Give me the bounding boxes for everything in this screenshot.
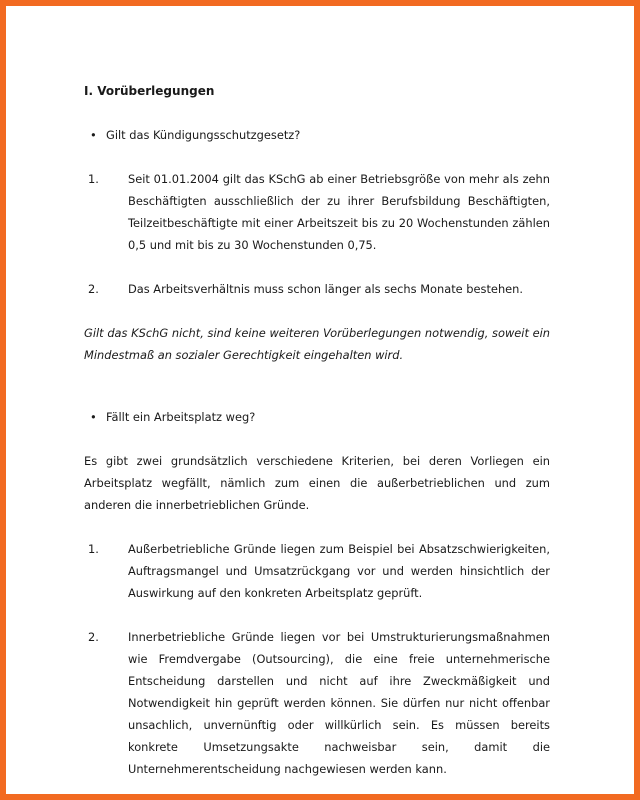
item-number: 2. — [88, 630, 99, 644]
document-body — [84, 80, 550, 780]
item-text: Innerbetriebliche Gründe liegen vor bei Umstrukturierungsmaßnahmen wie Fremdvergabe (Outsourcing), die eine freie unternehmerische Entscheidung darstellen und nicht auf ihre Zweckmäßigkeit und Notwendigkeit hin geprüft werden können. Sie dürfen nur nicht offenbar unsachlich, unvernünftig oder willkürlich sein. Es müssen bereits konkrete Umsetzungsakte nachweisbar sein, damit die Unternehmerentscheidung nachgewiesen werden kann. — [128, 630, 550, 776]
intro-paragraph: Es gibt zwei grundsätzlich verschiedene Kriterien, bei deren Vorliegen ein Arbeitsplatz wegfällt, nämlich zum einen die außerbetrieblichen und zum anderen die innerbetrieblichen Gründe. — [84, 454, 550, 512]
bullet-question-kschg — [84, 124, 550, 146]
item-number: 1. — [88, 172, 99, 186]
bullet-icon: • — [90, 410, 97, 424]
bullet-text: Fällt ein Arbeitsplatz weg? — [106, 410, 256, 424]
italic-note: Gilt das KSchG nicht, sind keine weiteren Vorüberlegungen notwendig, soweit ein Mindestmaß an sozialer Gerechtigkeit eingehalten wird. — [84, 326, 550, 362]
bullet-question-arbeitsplatz — [84, 406, 550, 428]
numbered-item-2 — [84, 278, 550, 300]
item-text: Das Arbeitsverhältnis muss schon länger als sechs Monate bestehen. — [128, 282, 524, 296]
section-heading: I. Vorüberlegungen — [84, 84, 215, 98]
item-text: Seit 01.01.2004 gilt das KSchG ab einer Betriebsgröße von mehr als zehn Beschäftigten ausschließlich der zu ihrer Berufsbildung Beschäftigten, Teilzeitbeschäftigte mit einer Arbeitszeit bis zu 20 Wochenstunden zählen 0,5 und mit bis zu 30 Wochenstunden 0,75. — [128, 172, 550, 252]
numbered-item-1 — [84, 168, 550, 256]
item-number: 2. — [88, 282, 99, 296]
numbered-item-2 — [84, 626, 550, 780]
item-text: Außerbetriebliche Gründe liegen zum Beispiel bei Absatzschwierigkeiten, Auftragsmangel und Umsatzrückgang vor und werden hinsichtlich der Auswirkung auf den konkreten Arbeitsplatz geprüft. — [128, 542, 550, 600]
item-number: 1. — [88, 542, 99, 556]
bullet-icon: • — [90, 128, 97, 142]
bullet-text: Gilt das Kündigungsschutzgesetz? — [106, 128, 301, 142]
numbered-item-1 — [84, 538, 550, 604]
